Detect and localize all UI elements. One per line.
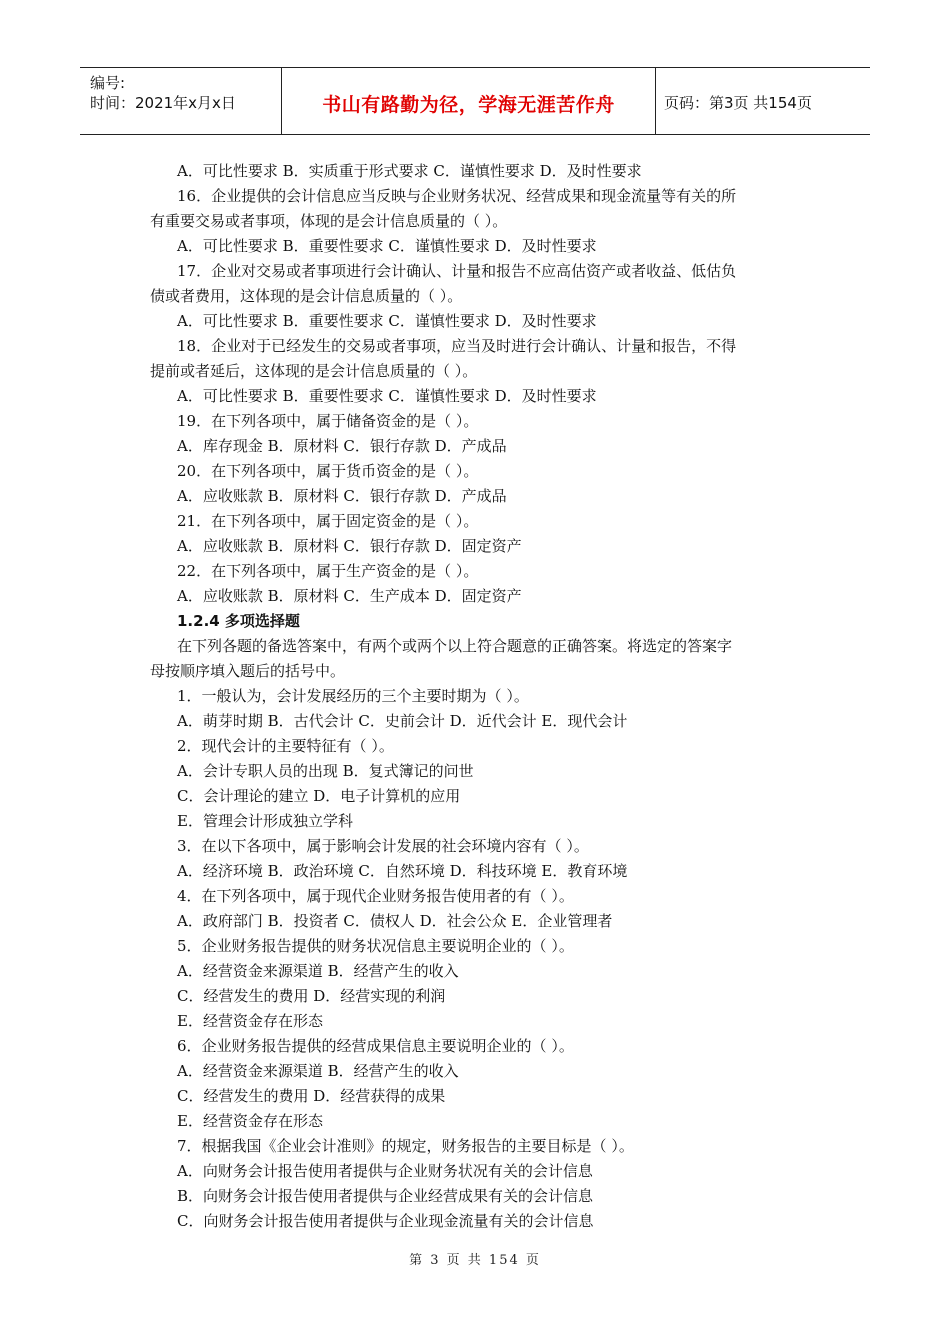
question-line: 4．在下列各项中，属于现代企业财务报告使用者的有（ ）。 <box>177 887 574 905</box>
question-line: 16．企业提供的会计信息应当反映与企业财务状况、经营成果和现金流量等有关的所 <box>177 187 737 205</box>
option-line: A．库存现金 B．原材料 C．银行存款 D．产成品 <box>177 437 507 455</box>
option-line: A．应收账款 B．原材料 C．银行存款 D．产成品 <box>177 487 507 505</box>
question-line: 19．在下列各项中，属于储备资金的是（ ）。 <box>177 412 479 430</box>
header-page-number: 页码：第3页 共154页 <box>664 94 812 112</box>
question-line: 1．一般认为，会计发展经历的三个主要时期为（ ）。 <box>177 687 529 705</box>
header-info-cell <box>80 68 282 134</box>
header-page-cell <box>656 68 870 134</box>
option-line: C．会计理论的建立 D．电子计算机的应用 <box>177 787 461 805</box>
question-line: 20．在下列各项中，属于货币资金的是（ ）。 <box>177 462 479 480</box>
option-line: A．应收账款 B．原材料 C．生产成本 D．固定资产 <box>177 587 522 605</box>
header-motto-cell <box>282 68 656 134</box>
code-label: 编号: <box>90 74 126 92</box>
option-line: C．经营发生的费用 D．经营实现的利润 <box>177 987 446 1005</box>
option-line: C．经营发生的费用 D．经营获得的成果 <box>177 1087 446 1105</box>
question-line: 有重要交易或者事项，体现的是会计信息质量的（ ）。 <box>150 212 508 230</box>
header-table <box>80 67 870 135</box>
page-footer: 第 3 页 共 154 页 <box>409 1253 541 1268</box>
option-line: A．应收账款 B．原材料 C．银行存款 D．固定资产 <box>177 537 522 555</box>
question-line: 提前或者延后，这体现的是会计信息质量的（ ）。 <box>150 362 478 380</box>
date-label: 时间：2021年x月x日 <box>90 94 236 112</box>
question-line: 6．企业财务报告提供的经营成果信息主要说明企业的（ ）。 <box>177 1037 574 1055</box>
option-line: C．向财务会计报告使用者提供与企业现金流量有关的会计信息 <box>177 1212 594 1230</box>
option-line: A．经济环境 B．政治环境 C．自然环境 D．科技环境 E．教育环境 <box>177 862 628 880</box>
instruction-line: 在下列各题的备选答案中，有两个或两个以上符合题意的正确答案。将选定的答案字 <box>177 637 733 655</box>
option-line: A．可比性要求 B．重要性要求 C．谨慎性要求 D．及时性要求 <box>177 312 597 330</box>
instruction-line: 母按顺序填入题后的括号中。 <box>150 662 346 680</box>
option-line: A．经营资金来源渠道 B．经营产生的收入 <box>177 962 459 980</box>
question-line: 7．根据我国《企业会计准则》的规定，财务报告的主要目标是（ ）。 <box>177 1137 634 1155</box>
question-line: 22．在下列各项中，属于生产资金的是（ ）。 <box>177 562 479 580</box>
question-line: 17．企业对交易或者事项进行会计确认、计量和报告不应高估资产或者收益、低估负 <box>177 262 737 280</box>
motto: 书山有路勤为径，学海无涯苦作舟 <box>322 94 615 116</box>
option-line: E．经营资金存在形态 <box>177 1112 323 1130</box>
question-line: 5．企业财务报告提供的财务状况信息主要说明企业的（ ）。 <box>177 937 574 955</box>
option-line: A．会计专职人员的出现 B．复式簿记的问世 <box>177 762 474 780</box>
question-line: 21．在下列各项中，属于固定资金的是（ ）。 <box>177 512 479 530</box>
option-line: A．向财务会计报告使用者提供与企业财务状况有关的会计信息 <box>177 1162 593 1180</box>
option-line: A．萌芽时期 B．古代会计 C．史前会计 D．近代会计 E．现代会计 <box>177 712 628 730</box>
question-line: 2．现代会计的主要特征有（ ）。 <box>177 737 394 755</box>
option-line: A．可比性要求 B．重要性要求 C．谨慎性要求 D．及时性要求 <box>177 237 597 255</box>
question-line: 债或者费用，这体现的是会计信息质量的（ ）。 <box>150 287 463 305</box>
option-line: A．政府部门 B．投资者 C．债权人 D．社会公众 E．企业管理者 <box>177 912 613 930</box>
question-line: 3．在以下各项中，属于影响会计发展的社会环境内容有（ ）。 <box>177 837 589 855</box>
option-line: E．管理会计形成独立学科 <box>177 812 353 830</box>
question-line: 18．企业对于已经发生的交易或者事项，应当及时进行会计确认、计量和报告，不得 <box>177 337 737 355</box>
option-line: E．经营资金存在形态 <box>177 1012 323 1030</box>
option-line: A．经营资金来源渠道 B．经营产生的收入 <box>177 1062 459 1080</box>
text-line: A．可比性要求 B．实质重于形式要求 C．谨慎性要求 D．及时性要求 <box>177 162 642 180</box>
section-heading: 1.2.4 多项选择题 <box>177 612 300 630</box>
option-line: B．向财务会计报告使用者提供与企业经营成果有关的会计信息 <box>177 1187 594 1205</box>
option-line: A．可比性要求 B．重要性要求 C．谨慎性要求 D．及时性要求 <box>177 387 597 405</box>
